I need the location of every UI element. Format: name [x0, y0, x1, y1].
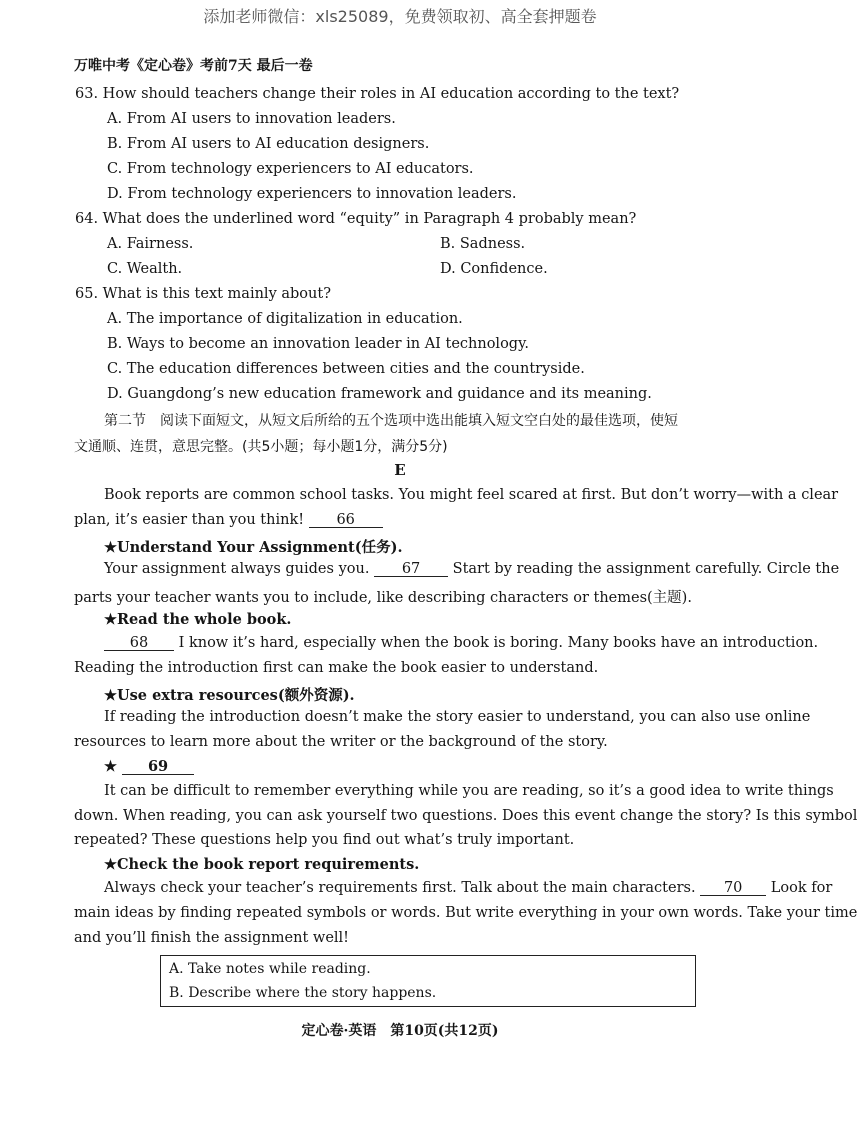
option-65-a: A. The importance of digitalization in education.: [107, 311, 463, 327]
passage-line: Book reports are common school tasks. You might feel scared at first. But don’t worry—with a clear: [104, 487, 839, 503]
question-stem: How should teachers change their roles in AI education according to the text?: [102, 86, 680, 102]
option-box-b: B. Describe where the story happens.: [169, 985, 437, 1001]
question-stem: What is this text mainly about?: [102, 286, 331, 302]
answer-options-box: [160, 955, 696, 1007]
subheading-check-requirements: ★Check the book report requirements.: [104, 856, 420, 873]
question-number: 63.: [75, 86, 99, 102]
option-65-d: D. Guangdong’s new education framework and guidance and its meaning.: [107, 386, 652, 402]
option-63-d: D. From technology experiencers to innovation leaders.: [107, 186, 517, 202]
passage-line: and you’ll finish the assignment well!: [74, 930, 350, 946]
passage-line: If reading the introduction doesn’t make the story easier to understand, you can also use online: [104, 709, 811, 725]
subheading-extra-resources: ★Use extra resources(额外资源).: [104, 687, 355, 704]
blank-70: 70: [700, 881, 766, 896]
passage-line: repeated? These questions help you find out what’s truly important.: [74, 832, 575, 848]
passage-line: Reading the introduction first can make the book easier to understand.: [74, 660, 599, 676]
blank-66: 66: [309, 513, 383, 528]
question-65: [75, 286, 331, 302]
option-63-a: A. From AI users to innovation leaders.: [107, 111, 396, 127]
passage-line: 68 I know it’s hard, especially when the book is boring. Many books have an introduction.: [104, 635, 818, 651]
passage-line: It can be difficult to remember everything while you are reading, so it’s a good idea to write things: [104, 783, 834, 799]
passage-title: E: [394, 461, 406, 479]
passage-line: Always check your teacher’s requirements first. Talk about the main characters. 70 Look for: [104, 880, 833, 896]
section2-instruction-line2: 文通顺、连贯，意思完整。(共5小题；每小题1分，满分5分): [74, 439, 448, 455]
watermark-text: 添加老师微信：xls25089，免费领取初、高全套押题卷: [203, 7, 597, 26]
blank-69: 69: [122, 760, 194, 775]
option-63-c: C. From technology experiencers to AI educators.: [107, 161, 474, 177]
passage-line: parts your teacher wants you to include, like describing characters or themes(主题).: [74, 590, 692, 606]
subheading-blank-69: ★ 69: [104, 758, 194, 775]
blank-68: 68: [104, 636, 174, 651]
option-65-c: C. The education differences between cities and the countryside.: [107, 361, 585, 377]
question-stem: What does the underlined word “equity” in Paragraph 4 probably mean?: [102, 211, 637, 227]
subheading-understand-assignment: ★Understand Your Assignment(任务).: [104, 539, 403, 556]
option-64-b: B. Sadness.: [440, 236, 526, 252]
question-63: [75, 86, 679, 102]
option-64-a: A. Fairness.: [107, 236, 194, 252]
passage-line: down. When reading, you can ask yourself two questions. Does this event change the story? Is this symbol: [74, 808, 857, 824]
option-64-d: D. Confidence.: [440, 261, 548, 277]
section2-instruction-line1: 第二节 阅读下面短文，从短文后所给的五个选项中选出能填入短文空白处的最佳选项，使短: [104, 413, 678, 429]
passage-line: plan, it’s easier than you think! 66: [74, 512, 774, 528]
option-63-b: B. From AI users to AI education designers.: [107, 136, 430, 152]
passage-line: resources to learn more about the writer or the background of the story.: [74, 734, 608, 750]
blank-67: 67: [374, 562, 448, 577]
subheading-read-whole-book: ★Read the whole book.: [104, 611, 292, 628]
passage-line: Your assignment always guides you. 67 Start by reading the assignment carefully. Circle the: [104, 561, 840, 577]
question-64: [75, 211, 636, 227]
option-box-a: A. Take notes while reading.: [169, 961, 371, 977]
passage-line: main ideas by finding repeated symbols or words. But write everything in your own words. Take your time: [74, 905, 857, 921]
question-number: 65.: [75, 286, 99, 302]
page-header: 万唯中考《定心卷》考前7天 最后一卷: [74, 58, 313, 74]
question-number: 64.: [75, 211, 99, 227]
page-footer: 定心卷·英语 第10页(共12页): [301, 1023, 499, 1039]
option-65-b: B. Ways to become an innovation leader in AI technology.: [107, 336, 529, 352]
option-64-c: C. Wealth.: [107, 261, 183, 277]
